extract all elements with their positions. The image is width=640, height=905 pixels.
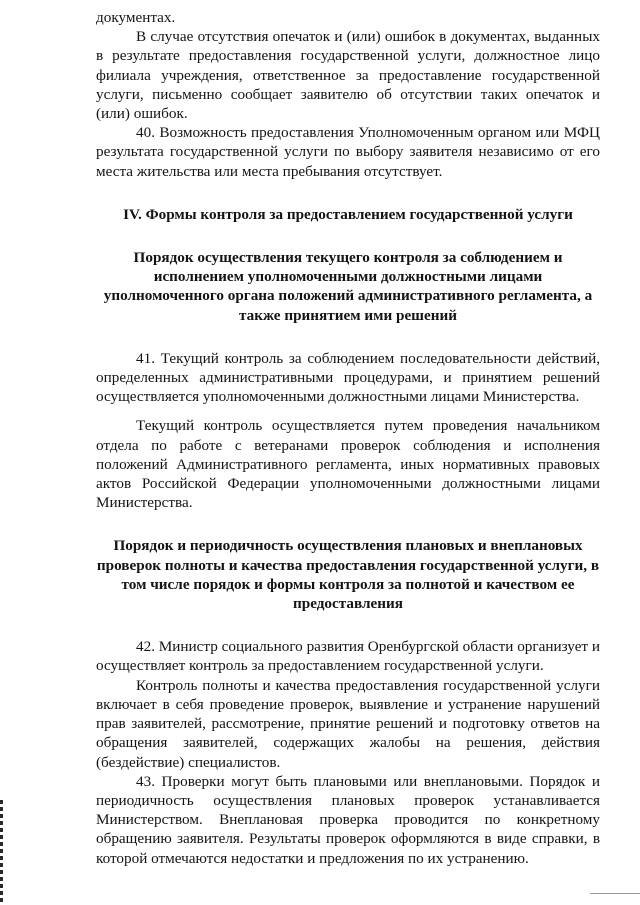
paragraph-continuation: документах. <box>96 9 176 26</box>
scan-edge-artifact <box>0 800 3 905</box>
scan-bottom-line <box>590 893 640 894</box>
subsection-current-control-heading: Порядок осуществления текущего контроля за соблюдением и исполнением уполномоченными должностными лицами уполномоченного органа положений административного регламента, а также принятием ими решений <box>103 249 593 324</box>
subsection-inspections-heading: Порядок и периодичность осуществления плановых и внеплановых проверок полноты и качества предоставления государственной услуги, в том числе порядок и формы контроля за полнотой и качеством ее предоставления <box>96 537 600 613</box>
section-4-heading: IV. Формы контроля за предоставлением государственной услуги <box>123 205 573 223</box>
paragraph-quality-control: Контроль полноты и качества предоставления государственной услуги включает в себя проведение проверок, выявление и устранение нарушений прав заявителей, рассмотрение, принятие решений и подготовку ответов на обращения заявителей, содержащих жалобы на решения, действия (бездействие) специалистов. <box>96 676 600 771</box>
paragraph-42: 42. Министр социального развития Оренбургской области организует и осуществляет контроль за предоставлением государственной услуги. <box>96 638 600 675</box>
paragraph-41: 41. Текущий контроль за соблюдением последовательности действий, определенных административными процедурами, и принятием решений осуществляется уполномоченными должностными лицами Министерства. <box>96 349 600 406</box>
paragraph-40: 40. Возможность предоставления Уполномоченным органом или МФЦ результата государственной услуги по выбору заявителя независимо от его места жительства или места пребывания отсутствует. <box>96 124 600 180</box>
paragraph-43: 43. Проверки могут быть плановыми или внеплановыми. Порядок и периодичность осуществления плановых проверок устанавливается Министерством. Внеплановая проверка проводится по конкретному обращению заявителя. Результаты проверок оформляются в виде справки, в которой отмечаются недостатки и предложения по их устранению. <box>96 772 600 867</box>
document-body <box>96 8 600 868</box>
paragraph-no-errors: В случае отсутствия опечаток и (или) ошибок в документах, выданных в результате предоставления государственной услуги, должностное лицо филиала учреждения, ответственное за предоставление государственной услуги, письменно сообщает заявителю об отсутствии таких опечаток и (или) ошибок. <box>96 28 600 123</box>
paragraph-current-control: Текущий контроль осуществляется путем проведения начальником отдела по работе с ветеранами проверок соблюдения и исполнения положений Административного регламента, иных нормативных правовых актов Российской Федерации уполномоченными должностными лицами Министерства. <box>96 417 600 512</box>
